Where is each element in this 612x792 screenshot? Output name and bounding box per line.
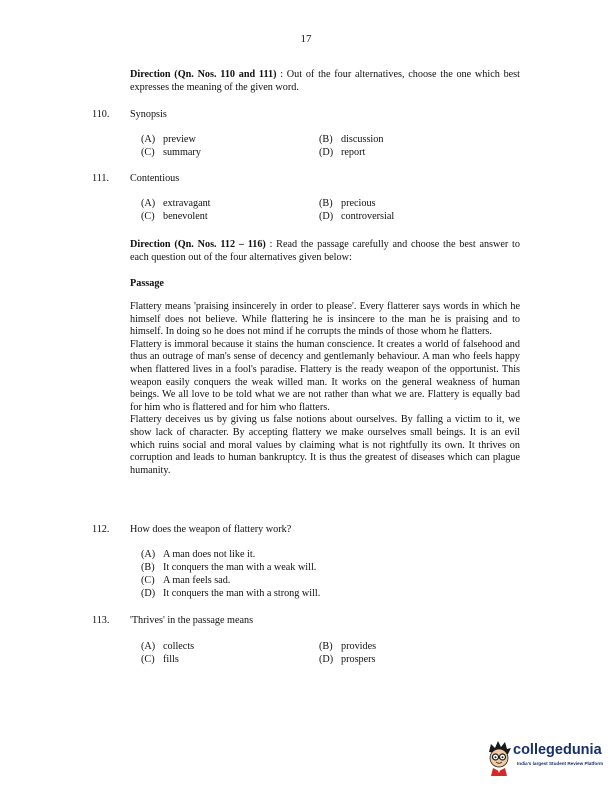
option-label: (D) (319, 211, 334, 222)
option-label: (A) (141, 134, 156, 145)
option-c (141, 575, 230, 586)
passage-paragraph: Flattery deceives us by giving us false notions about ourselves. By falling a victim to it, we show lack of character. By accepting flattery we make ourselves small beings. It is an evil which ruins social and moral values by claiming what is not rightfully its own. It thrives on corruption and leads to human bankruptcy. It is thus the greatest of diseases which can plague humanity. (130, 414, 520, 476)
option-text: A man does not like it. (163, 549, 256, 560)
option-label: (B) (319, 198, 333, 209)
question-number: 112. (92, 524, 110, 535)
direction-heading: Direction (Qn. Nos. 110 and 111) (130, 69, 277, 80)
option-label: (C) (141, 575, 155, 586)
option-text: fills (163, 654, 179, 665)
option-text: It conquers the man with a strong will. (163, 588, 321, 599)
option-c (141, 147, 201, 158)
direction-text: : Out of the four alternatives, choose the one which best expresses the meaning of the given word. (130, 69, 520, 93)
option-text: precious (341, 198, 376, 209)
option-d (319, 211, 394, 222)
page-number: 17 (300, 33, 312, 45)
option-text: provides (341, 641, 377, 652)
direction-110-111 (130, 68, 520, 94)
option-text: preview (163, 134, 196, 145)
option-label: (D) (319, 147, 334, 158)
option-text: discussion (341, 134, 384, 145)
option-label: (D) (141, 588, 156, 599)
option-label: (B) (141, 562, 155, 573)
option-label: (C) (141, 654, 155, 665)
passage-paragraph: Flattery means 'praising insincerely in order to please'. Every flatterer says words in which he himself does not believe. While flattering he is insincere to the man he is praising and to himself. In doing so he does not mind if he corrupts the minds of those whom he flatters. (130, 301, 520, 338)
option-label: (A) (141, 549, 156, 560)
brand-tagline: India's largest Student Review Platform (517, 761, 604, 766)
option-b (319, 134, 383, 145)
option-d (319, 147, 365, 158)
option-label: (A) (141, 198, 156, 209)
option-text: summary (163, 147, 201, 158)
option-text: A man feels sad. (163, 575, 231, 586)
option-label: (B) (319, 134, 333, 145)
option-a (141, 198, 211, 209)
option-b (319, 641, 376, 652)
option-label: (C) (141, 211, 155, 222)
option-d (141, 588, 320, 599)
direction-text: : Read the passage carefully and choose the best answer to each question out of the four alternatives given below: (130, 239, 520, 263)
option-label: (D) (319, 654, 334, 665)
question-number: 113. (92, 615, 110, 626)
option-text: prospers (341, 654, 376, 665)
option-text: controversial (341, 211, 395, 222)
collegedunia-logo (485, 738, 605, 784)
question-number: 110. (92, 109, 110, 120)
option-label: (B) (319, 641, 333, 652)
option-b (319, 198, 376, 209)
question-number: 111. (92, 173, 110, 184)
question-text: Synopsis (130, 109, 167, 120)
option-text: extravagant (163, 198, 211, 209)
option-label: (A) (141, 641, 156, 652)
passage-paragraph: Flattery is immoral because it stains the human conscience. It creates a world of falsehood and thus an outrage of man's sense of decency and gentlemanly behaviour. A man who feels happy when flattered lives in a fool's paradise. Flattery is the ready weapon of the opportunist. This weapon easily conquers the weak willed man. It works on the general weakness of human beings. We all love to be told what we are not rather than what we are. Flattery is equally bad for him who is flattered and for him who flatters. (130, 338, 520, 413)
question-text: How does the weapon of flattery work? (130, 524, 292, 535)
option-d (319, 654, 376, 665)
option-text: collects (163, 641, 195, 652)
question-text: Contentious (130, 173, 180, 184)
option-text: report (341, 147, 366, 158)
mascot-icon (485, 738, 513, 778)
passage-body (130, 301, 520, 477)
option-text: It conquers the man with a weak will. (163, 562, 317, 573)
option-a (141, 549, 255, 560)
direction-heading: Direction (Qn. Nos. 112 – 116) (130, 239, 266, 250)
option-b (141, 562, 316, 573)
option-a (141, 641, 194, 652)
option-text: benevolent (163, 211, 208, 222)
question-text: 'Thrives' in the passage means (130, 615, 254, 626)
option-label: (C) (141, 147, 155, 158)
option-c (141, 654, 179, 665)
direction-112-116 (130, 238, 520, 264)
brand-name: collegedunia (513, 742, 602, 758)
option-c (141, 211, 208, 222)
option-a (141, 134, 196, 145)
passage-title: Passage (130, 278, 164, 289)
